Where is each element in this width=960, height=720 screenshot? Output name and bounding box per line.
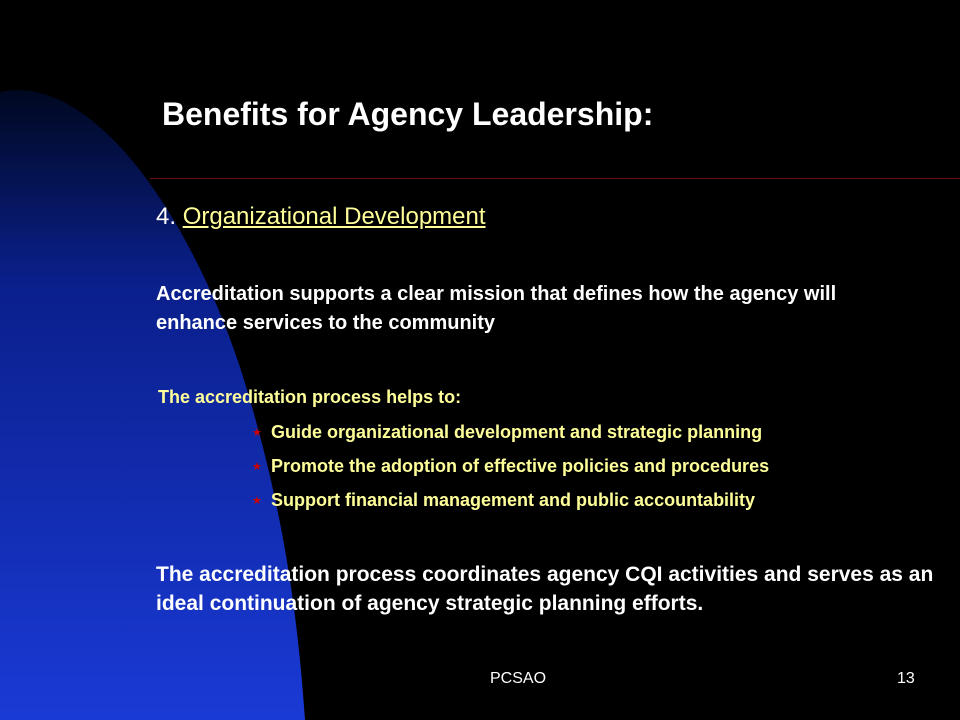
list-item (252, 455, 769, 489)
star-icon: ★ (252, 461, 262, 474)
section-title-link[interactable]: Organizational Development (182, 203, 486, 230)
section-number: 4. (156, 203, 177, 230)
mission-paragraph: Accreditation supports a clear mission that defines how the agency will enhance services to the community (156, 283, 837, 334)
list-lead: The accreditation process helps to: (158, 387, 462, 407)
list-item-text: Promote the adoption of effective policies and procedures (271, 456, 770, 476)
section-heading (156, 203, 486, 231)
slide-title: Benefits for Agency Leadership: (162, 96, 654, 132)
star-icon: ★ (252, 495, 262, 508)
title-divider (150, 178, 960, 179)
list-item-text: Guide organizational development and strategic planning (271, 422, 763, 442)
list-item-text: Support financial management and public accountability (271, 490, 756, 510)
list-item (252, 421, 769, 455)
cqi-paragraph: The accreditation process coordinates agency CQI activities and serves as an ideal continuation of agency strategic planning efforts. (156, 563, 934, 615)
benefits-list (252, 421, 769, 523)
list-item (252, 489, 769, 523)
footer-text: PCSAO (490, 670, 547, 687)
page-number: 13 (897, 670, 915, 687)
star-icon: ★ (252, 427, 262, 440)
